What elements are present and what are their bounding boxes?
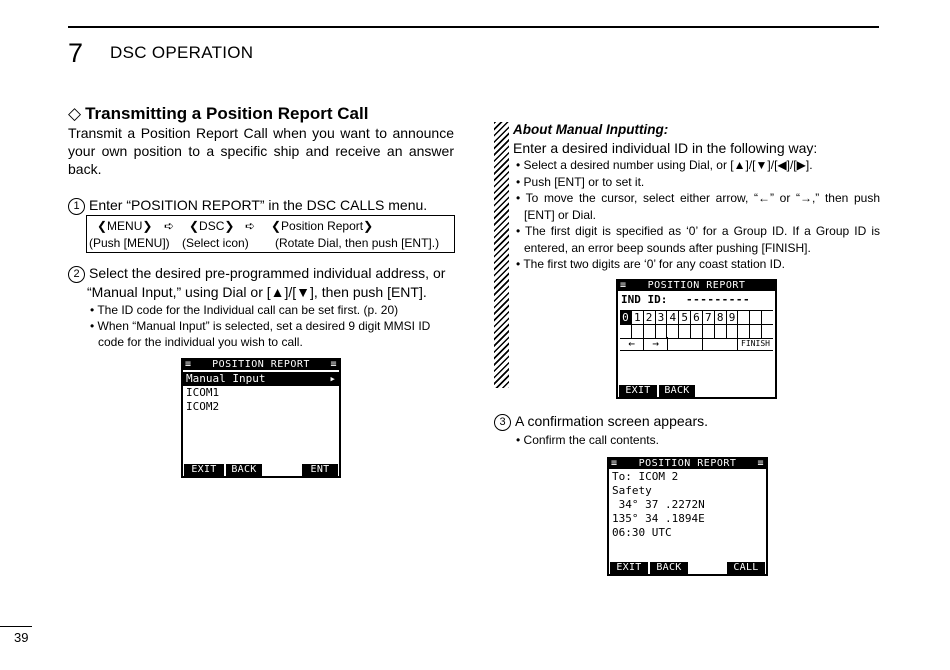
digit-key[interactable]: 7 — [703, 311, 715, 324]
diamond-icon: ◇ — [68, 104, 82, 123]
page-number: 39 — [14, 630, 29, 645]
menu-icon: ≡ — [757, 458, 764, 469]
latitude: 34° 37 .2272N — [612, 498, 705, 511]
menu-path — [97, 219, 447, 235]
digit-key[interactable]: 3 — [656, 311, 668, 324]
lcd-screen-address-list — [181, 358, 341, 478]
lcd-item-label: Manual Input — [186, 372, 266, 385]
about-bullet: • Select a desired number using Dial, or [▲]/[▼]/[◀]/[▶]. — [516, 158, 813, 172]
menu-icon: ≡ — [611, 458, 618, 469]
chapter-title: DSC OPERATION — [110, 43, 254, 62]
lcd-title-bar — [618, 281, 775, 291]
cursor-control-row — [620, 337, 773, 351]
page-number-rule — [0, 626, 32, 627]
lcd-title-bar — [609, 459, 766, 469]
lcd-list-item[interactable]: ICOM2 — [186, 400, 220, 413]
menu-icon: ≡ — [185, 359, 192, 370]
arrow-icon: ➪ — [164, 219, 175, 233]
dsc-key: ❮DSC❯ — [189, 219, 235, 233]
about-bullet: • Push [ENT] or to set it. — [516, 174, 645, 189]
position-time: 06:30 UTC — [612, 526, 672, 539]
blank-key — [738, 311, 750, 324]
chapter-number: 7 — [68, 38, 84, 68]
longitude: 135° 34 .1894E — [612, 512, 705, 525]
header-rule — [68, 26, 879, 28]
menu-key: ❮MENU❯ — [97, 219, 153, 233]
section-title — [68, 104, 368, 124]
digit-key[interactable]: 0 — [620, 311, 632, 324]
digit-key[interactable]: 1 — [632, 311, 644, 324]
lcd-title: POSITION REPORT — [638, 458, 737, 469]
menu-hint-3: (Rotate Dial, then push [ENT].) — [275, 236, 440, 250]
right-arrow-icon: ▸ — [329, 372, 336, 385]
step-1-number: 1 — [68, 198, 85, 215]
lcd-list-item[interactable]: ICOM1 — [186, 386, 220, 399]
step-2-text: Select the desired pre-programmed individual address, or “Manual Input,” using Dial or [▲]/[▼], then push [ENT]. — [87, 265, 446, 300]
step-2-bullet: • The ID code for the Individual call can be set first. (p. 20) — [90, 303, 399, 317]
blank-key — [750, 311, 762, 324]
softkey-exit[interactable]: EXIT — [184, 464, 224, 476]
step-2 — [68, 264, 456, 350]
menu-icon: ≡ — [620, 280, 627, 291]
softkey-ent[interactable]: ENT — [302, 464, 338, 476]
softkey-back[interactable]: BACK — [650, 562, 688, 574]
about-intro: Enter a desired individual ID in the following way: — [513, 140, 818, 156]
position-report-key: ❮Position Report❯ — [271, 219, 374, 233]
step-3-text: A confirmation screen appears. — [515, 413, 708, 429]
digit-key[interactable]: 2 — [644, 311, 656, 324]
menu-hints — [89, 236, 449, 252]
id-input-row — [618, 293, 775, 307]
menu-hint-1: (Push [MENU]) — [89, 236, 170, 250]
left-arrow-icon[interactable]: ← — [620, 337, 644, 350]
step-3-bullet: • Confirm the call contents. — [516, 433, 659, 447]
digit-key[interactable]: 8 — [715, 311, 727, 324]
lcd-title-bar — [183, 360, 339, 370]
step-2-bullet: • When “Manual Input” is selected, set a desired 9 digit MMSI ID code for the individual you wish to call. — [90, 319, 431, 349]
step-3 — [494, 412, 880, 448]
about-manual-input — [513, 121, 880, 273]
lcd-list-item-selected[interactable] — [183, 372, 339, 386]
about-title: About Manual Inputting: — [513, 122, 669, 137]
arrow-icon: ➪ — [245, 219, 256, 233]
softkey-back[interactable]: BACK — [226, 464, 262, 476]
about-bullet: • To move the cursor, select either arrow, “←” or “→,” then push [ENT] or Dial. — [516, 191, 880, 222]
softkey-back[interactable]: BACK — [659, 385, 695, 397]
menu-icon: ≡ — [330, 359, 337, 370]
blank-key — [762, 311, 773, 324]
right-arrow-icon[interactable]: → — [644, 337, 668, 350]
softkey-exit[interactable]: EXIT — [610, 562, 648, 574]
menu-path-box — [86, 215, 455, 253]
step-1 — [68, 196, 427, 215]
digit-key[interactable]: 6 — [691, 311, 703, 324]
digit-key[interactable]: 5 — [679, 311, 691, 324]
id-input-field[interactable]: --------- — [685, 293, 751, 306]
menu-hint-2: (Select icon) — [182, 236, 249, 250]
lcd-screen-confirmation — [607, 457, 768, 576]
digit-key[interactable]: 4 — [667, 311, 679, 324]
step-1-text: Enter “POSITION REPORT” in the DSC CALLS menu. — [89, 197, 428, 213]
section-intro: Transmit a Position Report Call when you want to announce your own position to a specific ship and receive an answer back. — [68, 125, 454, 177]
lcd-title: POSITION REPORT — [212, 359, 310, 370]
digit-key[interactable]: 9 — [727, 311, 739, 324]
digit-keypad — [620, 310, 773, 325]
lcd-screen-id-input — [616, 279, 777, 399]
about-bullet: • The first two digits are ‘0’ for any coast station ID. — [516, 257, 785, 271]
softkey-exit[interactable]: EXIT — [619, 385, 657, 397]
lcd-title: POSITION REPORT — [647, 280, 746, 291]
step-2-number: 2 — [68, 266, 85, 283]
step-3-number: 3 — [494, 414, 511, 431]
finish-key[interactable]: FINISH — [741, 339, 770, 348]
note-stripe — [494, 122, 509, 388]
softkey-call[interactable]: CALL — [727, 562, 765, 574]
call-destination: To: ICOM 2 — [612, 470, 679, 483]
id-label: IND ID: — [621, 293, 668, 306]
about-bullet: • The first digit is specified as ‘0’ for a Group ID. If a Group ID is entered, an error beep sounds after pushing [FINISH]. — [516, 224, 880, 255]
call-category: Safety — [612, 484, 652, 497]
section-title-text: Transmitting a Position Report Call — [85, 104, 369, 123]
